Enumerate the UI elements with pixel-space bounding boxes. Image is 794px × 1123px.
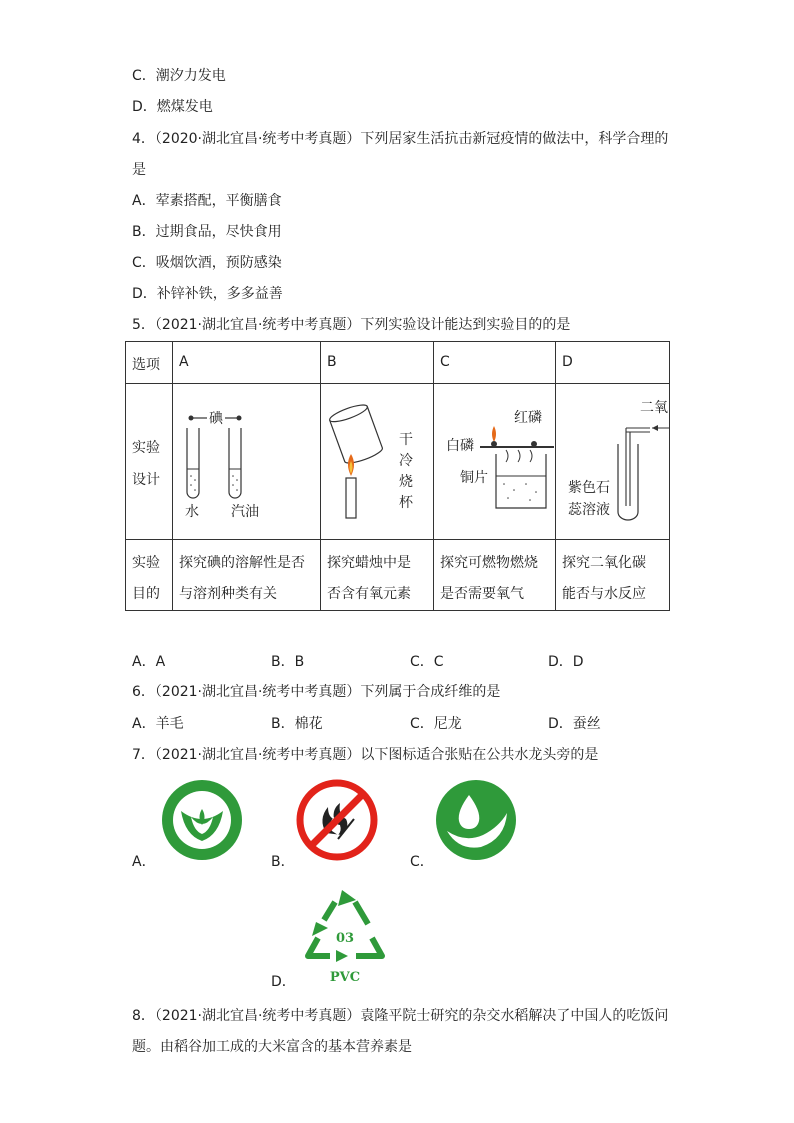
q4-stem-line2: 是	[132, 162, 146, 178]
header-d: D	[556, 342, 670, 384]
q6-stem: 6．（2021·湖北宜昌·统考中考真题）下列属于合成纤维的是	[132, 684, 501, 700]
q4-option-d: D．补锌补铁，多多益善	[132, 286, 283, 302]
experiment-table	[125, 341, 670, 611]
q8-stem-line2: 题。由稻谷加工成的大米富含的基本营养素是	[132, 1039, 412, 1055]
svg-text:碘: 碘	[209, 411, 223, 427]
q6-option-c: C．尼龙	[410, 716, 462, 732]
q7-label-d: D．	[271, 974, 296, 990]
q6-option-d: D．蚕丝	[548, 716, 601, 732]
q7-stem: 7．（2021·湖北宜昌·统考中考真题）以下图标适合张贴在公共水龙头旁的是	[132, 747, 599, 763]
purpose-d: 探究二氧化碳 能否与水反应	[556, 540, 670, 611]
q7-label-c: C．	[410, 854, 434, 870]
svg-text:烧: 烧	[399, 474, 413, 490]
purpose-label: 实验 目的	[126, 540, 173, 611]
no-fire-icon	[296, 779, 378, 861]
q5-stem: 5．（2021·湖北宜昌·统考中考真题）下列实验设计能达到实验目的的是	[132, 317, 571, 333]
svg-text:PVC: PVC	[329, 970, 361, 985]
svg-text:汽油: 汽油	[231, 504, 259, 520]
q4-option-b: B．过期食品，尽快食用	[132, 224, 282, 240]
q7-label-b: B．	[271, 854, 295, 870]
svg-text:白磷: 白磷	[446, 438, 474, 454]
purpose-b: 探究蜡烛中是 否含有氧元素	[321, 540, 434, 611]
design-label: 实验 设计	[126, 384, 173, 540]
q5-option-c: C．C	[410, 654, 444, 670]
svg-text:冷: 冷	[399, 453, 413, 469]
svg-text:蕊溶液: 蕊溶液	[568, 502, 610, 518]
q4-stem-line1: 4．（2020·湖北宜昌·统考中考真题）下列居家生活抗击新冠疫情的做法中，科学合理的	[132, 131, 669, 147]
header-c: C	[434, 342, 556, 384]
q4-option-c: C．吸烟饮酒，预防感染	[132, 255, 282, 271]
q5-option-a: A．A	[132, 654, 166, 670]
header-b: B	[321, 342, 434, 384]
water-saving-icon	[435, 779, 517, 861]
pvc-recycle-icon	[300, 886, 390, 986]
header-a: A	[173, 342, 321, 384]
figure-d	[556, 384, 670, 540]
svg-text:二氧: 二氧	[640, 400, 668, 416]
q5-option-d: D．D	[548, 654, 584, 670]
svg-text:杯: 杯	[399, 495, 413, 511]
header-option: 选项	[126, 342, 173, 384]
svg-text:红磷: 红磷	[514, 410, 542, 426]
svg-text:铜片: 铜片	[460, 470, 488, 486]
figure-a	[173, 384, 321, 540]
q4-option-a: A．荤素搭配，平衡膳食	[132, 193, 282, 209]
figure-c	[434, 384, 556, 540]
q3-option-c: C．潮汐力发电	[132, 68, 226, 84]
q3-option-d: D．燃煤发电	[132, 99, 213, 115]
svg-text:紫色石: 紫色石	[568, 480, 610, 496]
purpose-c: 探究可燃物燃烧 是否需要氧气	[434, 540, 556, 611]
svg-text:干: 干	[399, 432, 413, 448]
q6-option-a: A．羊毛	[132, 716, 184, 732]
purpose-a: 探究碘的溶解性是否 与溶剂种类有关	[173, 540, 321, 611]
svg-text:水: 水	[185, 504, 199, 520]
q6-option-b: B．棉花	[271, 716, 323, 732]
q8-stem-line1: 8．（2021·湖北宜昌·统考中考真题）袁隆平院士研究的杂交水稻解决了中国人的吃饭问	[132, 1008, 669, 1024]
q5-option-b: B．B	[271, 654, 305, 670]
q7-label-a: A．	[132, 854, 156, 870]
green-food-icon	[161, 779, 243, 861]
figure-b	[321, 384, 434, 540]
svg-text:03: 03	[335, 931, 355, 946]
